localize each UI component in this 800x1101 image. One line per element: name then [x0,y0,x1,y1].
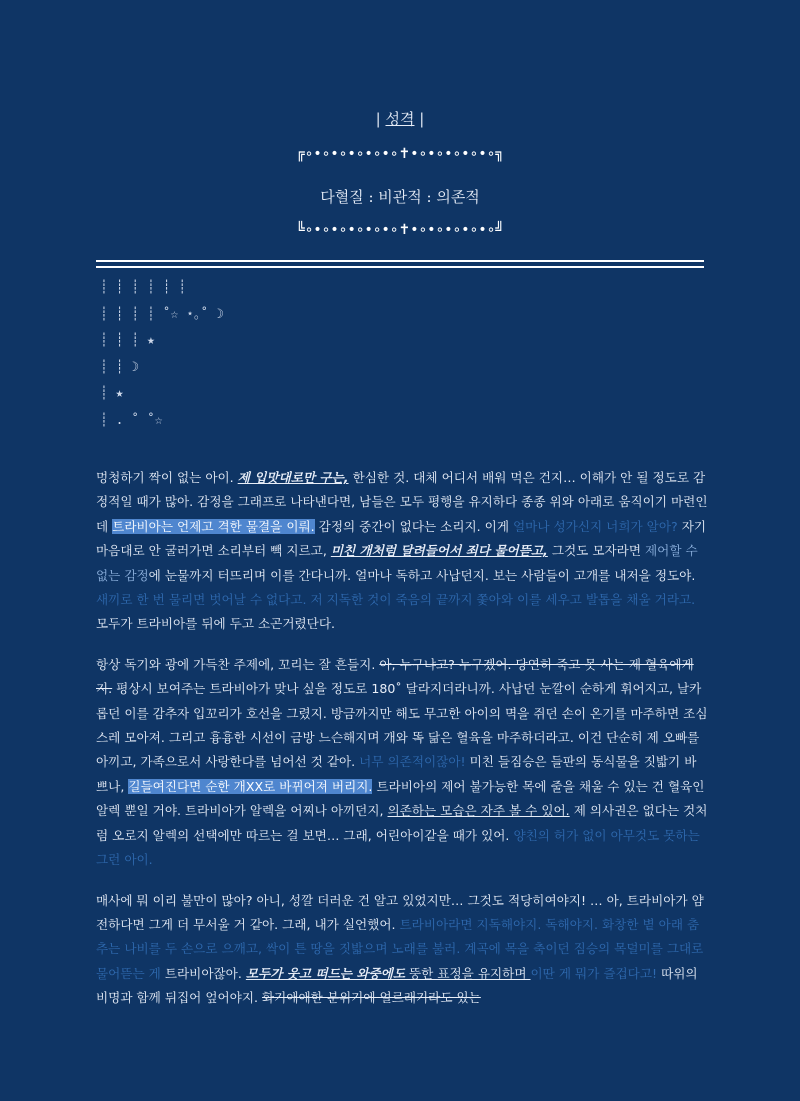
strikethrough-text: 아, 누구냐고? 누구겠어. 당연히 죽고 못 사는 제 혈육에게지. [96,656,694,697]
star-decoration [100,275,224,434]
text-run: 트라비아잖아. [160,965,246,981]
text-run: 트라비아의 제어 불가능한 목에 줄을 채울 수 있는 건 혈육인 알렉 뿐일 거야. 트라비아가 알렉을 어찌나 아끼던지, [96,778,705,819]
highlight-text: 길들여진다면 순한 개XX로 바뀌어져 버리지. [128,778,373,794]
faded-text: 얼마나 성가신지 너희가 알아? [513,518,678,534]
text-run: 제 의사권은 없다는 것처럼 오로지 알렉의 선택에만 따르는 걸 보면… 그래, 어린아이같을 때가 있어. [96,803,708,843]
faded-text: 양친의 허가 없이 아무것도 못하는 그런 아이. [96,827,700,868]
star-line: ┊ ┊ ☽ [100,359,140,375]
emphasis-text: 제 입맛대로만 구는, [237,470,349,485]
description-body [96,466,708,1027]
divider-line [96,260,704,262]
faded-text: 이딴 게 뭐가 즐겁다고! [530,965,658,981]
emphasis-text: 모두가 웃고 떠드는 와중에도 [245,965,405,981]
star-line: ┊ ┊ ┊ ┊ ˚☆ ⋆｡˚ ☽ [100,306,224,322]
section-label: | 성격 | [375,110,425,128]
text-run: 멍청하기 짝이 없는 아이. [96,470,238,485]
text-run: 매사에 뭐 이리 불만이 많아? 아니, 성깔 더러운 건 알고 있었지만… 그것도 적당히여야지! … 아, 트라비아가 얌전하다면 그게 더 무서울 거 같아. 그래, 내가 실언했어. [96,892,704,932]
traits-line: 다혈질 : 비관적 : 의존적 [320,188,480,206]
text-run: 따위의 비명과 함께 뒤집어 엎어야지. [96,965,698,1006]
underlined-text: 의존하는 모습은 자주 볼 수 있어. [387,803,570,819]
text-run: 그것도 모자라면 [547,543,645,559]
paragraph-3 [96,889,708,1011]
text-run: 감정의 중간이 없다는 소리지. 이게 [314,518,514,534]
divider-line [96,266,704,268]
paragraph-2 [96,653,708,873]
ornament-border-bottom: ╚∘•∘•∘•∘•∘•∘✝•∘•∘•∘•∘•∘╝ [296,222,504,238]
strikethrough-text: 화기애애한 분위기에 얼르래기라도 있는 [262,990,481,1006]
faded-text: 너무 의존적이잖아! [359,754,466,770]
section-label-text: 성격 [385,110,415,128]
text-run: 항상 독기와 광에 가득찬 주제에, 꼬리는 잘 흔들지. [96,656,380,672]
star-line: ┊ ★ [100,386,124,401]
star-line: ┊ ┊ ┊ ★ [100,333,155,348]
faded-text: 트라비아라면 지독해야지. 독해야지. 화창한 볕 아래 춤추는 나비를 두 손으로 으깨고, 싹이 튼 땅을 짓밟으며 노래를 불러. 계곡에 목을 축이던 짐승의 목덜미를 그대로 물어뜯는 게 [96,916,704,981]
faded-text: 제어할 수 없는 감정 [96,543,698,583]
highlight-text: 트라비아는 언제고 격한 물결을 이뤄. [112,518,315,534]
paragraph-1 [96,466,708,637]
faded-text: 새끼로 한 번 물리면 벗어날 수 없다고. 저 지독한 것이 죽음의 끝까지 쫓아와 이를 세우고 발톱을 채울 거라고. [96,592,696,608]
star-line: ┊ ┊ ┊ ┊ ┊ ┊ [100,280,187,295]
text-run: 한심한 것. 대체 어디서 배워 먹은 건지… 이해가 안 될 정도로 감정적일 때가 많아. 감정을 그래프로 나타낸다면, 남들은 모두 평행을 유지하다 종종 위와 아래로 움직이기 마련인데 [96,470,708,534]
star-line: ┊ . ˚ ˚☆ [100,412,163,428]
text-run: 미친 들짐승은 들판의 동식물을 짓밟기 바쁘나, [96,754,697,794]
underlined-text: 뚱한 표정을 유지하며 [405,965,531,981]
text-run: 에 눈물까지 터뜨리며 이를 간다니까. 얼마나 독하고 사납던지. 보는 사람들이 고개를 내저을 정도야. [148,567,696,583]
emphasis-text: 미친 개처럼 달려들어서 죄다 물어뜯고, [330,543,548,559]
text-run: 평상시 보여주는 트라비아가 맞나 싶을 정도로 180˚ 달라지더라니까. 사납던 눈깔이 순하게 휘어지고, 날카롭던 이를 감추자 입꼬리가 호선을 그렸지. 방금까지만 해도 무고한 아이의 멱을 쥐던 손이 온기를 마주하면 조심스레 모아져. 그리고 흉흉한 시선이 금방 느슨해지며 개와 똑 닮은 혈육을 마주하더라고. 이건 단순히 제 오빠를 아끼고, 가족으로서 사랑한다를 넘어선 것 같아. [96,681,708,770]
ornament-border-top: ╔∘•∘•∘•∘•∘•∘✝•∘•∘•∘•∘•∘╗ [296,146,504,162]
text-run: 자기 마음대로 안 굴러가면 소리부터 빽 지르고, [96,518,707,559]
text-run: 모두가 트라비아를 뒤에 두고 소곤거렸단다. [96,616,335,632]
